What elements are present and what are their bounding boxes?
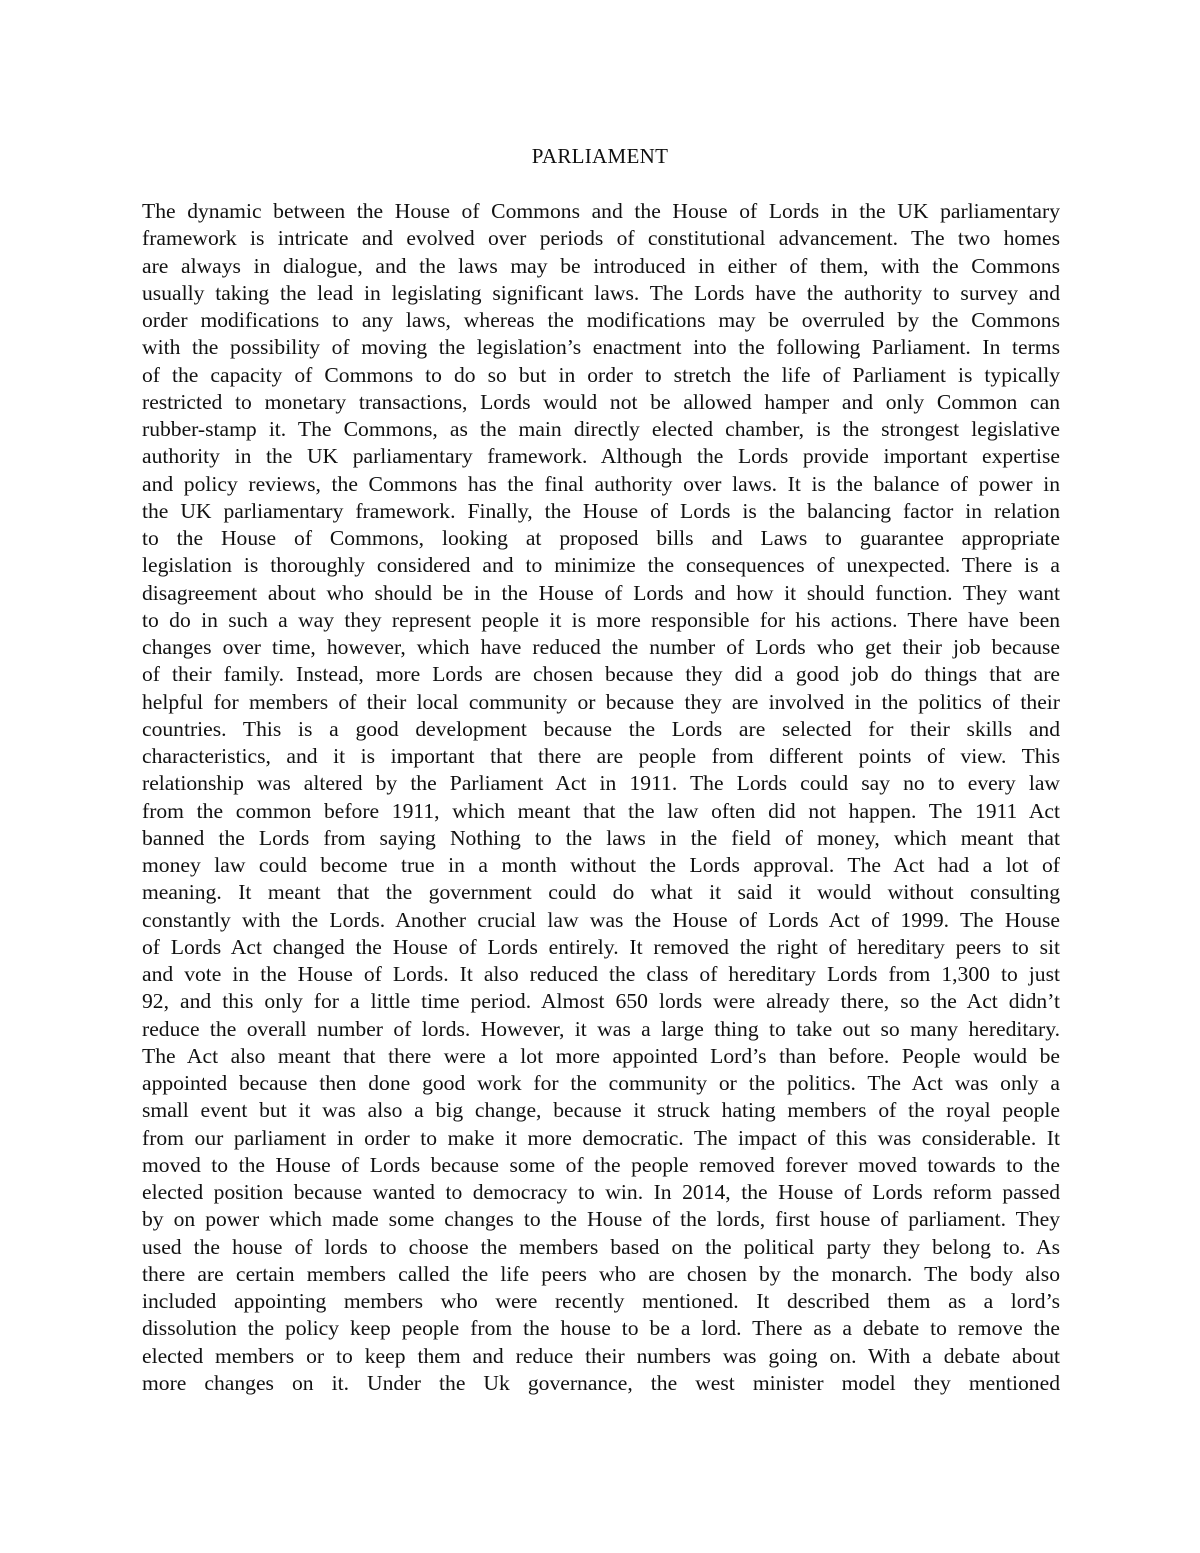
text-line: helpful for members of their local community or because they are involved in the politics of their xyxy=(142,689,1060,714)
text-line: constantly with the Lords. Another crucial law was the House of Lords Act of 1999. The House xyxy=(142,907,1060,932)
text-line: money law could become true in a month without the Lords approval. The Act had a lot of xyxy=(142,853,1060,877)
text-line: disagreement about who should be in the House of Lords and how it should function. They want xyxy=(142,580,1060,605)
text-line: elected position because wanted to democracy to win. In 2014, the House of Lords reform passed xyxy=(142,1180,1060,1204)
text-line: changes over time, however, which have reduced the number of Lords who get their job because xyxy=(142,635,1060,659)
text-line: legislation is thoroughly considered and to minimize the consequences of unexpected. There is a xyxy=(142,553,1060,578)
body-paragraph xyxy=(142,198,1060,1397)
text-line: The dynamic between the House of Commons and the House of Lords in the UK parliamentary xyxy=(142,199,1060,223)
text-line: more changes on it. Under the Uk governance, the west minister model they mentioned xyxy=(142,1370,1060,1395)
text-line: with the possibility of moving the legislation’s enactment into the following Parliament. In terms xyxy=(142,335,1060,360)
text-line: The Act also meant that there were a lot more appointed Lord’s than before. People would be xyxy=(142,1043,1060,1068)
text-line: 92, and this only for a little time period. Almost 650 lords were already there, so the Act didn’t xyxy=(142,989,1060,1014)
text-line: moved to the House of Lords because some of the people removed forever moved towards to the xyxy=(142,1152,1060,1177)
page-title: PARLIAMENT xyxy=(531,144,669,168)
text-line: framework is intricate and evolved over periods of constitutional advancement. The two homes xyxy=(142,226,1060,251)
text-line: appointed because then done good work for the community or the politics. The Act was only a xyxy=(142,1071,1060,1095)
text-line: restricted to monetary transactions, Lords would not be allowed hamper and only Common can xyxy=(142,389,1060,414)
text-line: reduce the overall number of lords. However, it was a large thing to take out so many hereditary. xyxy=(142,1016,1060,1041)
text-line: from our parliament in order to make it more democratic. The impact of this was considerable. It xyxy=(142,1125,1060,1150)
text-line: relationship was altered by the Parliament Act in 1911. The Lords could say no to every law xyxy=(142,771,1060,796)
text-line: countries. This is a good development because the Lords are selected for their skills and xyxy=(142,716,1060,741)
text-line: by on power which made some changes to the House of the lords, first house of parliament. They xyxy=(142,1207,1060,1232)
text-line: to do in such a way they represent people it is more responsible for his actions. There have been xyxy=(142,607,1060,632)
text-line: elected members or to keep them and reduce their numbers was going on. With a debate about xyxy=(142,1343,1060,1368)
text-line: meaning. It meant that the government could do what it said it would without consulting xyxy=(142,880,1060,905)
text-line: there are certain members called the life peers who are chosen by the monarch. The body also xyxy=(142,1261,1060,1286)
text-line: rubber-stamp it. The Commons, as the main directly elected chamber, is the strongest legislative xyxy=(142,417,1060,441)
text-line: to the House of Commons, looking at proposed bills and Laws to guarantee appropriate xyxy=(142,526,1060,550)
text-line: included appointing members who were recently mentioned. It described them as a lord’s xyxy=(142,1289,1060,1313)
text-line: are always in dialogue, and the laws may be introduced in either of them, with the Commons xyxy=(142,253,1060,278)
text-line: of the capacity of Commons to do so but in order to stretch the life of Parliament is typically xyxy=(142,362,1060,387)
text-line: and policy reviews, the Commons has the final authority over laws. It is the balance of power in xyxy=(142,471,1060,496)
text-line: order modifications to any laws, whereas the modifications may be overruled by the Commons xyxy=(142,308,1060,332)
text-line: banned the Lords from saying Nothing to the laws in the field of money, which meant that xyxy=(142,825,1060,850)
text-line: dissolution the policy keep people from the house to be a lord. There as a debate to remove the xyxy=(142,1316,1060,1341)
text-line: of their family. Instead, more Lords are chosen because they did a good job do things that are xyxy=(142,662,1060,687)
text-line: usually taking the lead in legislating significant laws. The Lords have the authority to survey and xyxy=(142,280,1060,305)
text-line: of Lords Act changed the House of Lords entirely. It removed the right of hereditary peers to sit xyxy=(142,934,1060,959)
text-line: and vote in the House of Lords. It also reduced the class of hereditary Lords from 1,300 to just xyxy=(142,962,1060,986)
text-line: used the house of lords to choose the members based on the political party they belong to. As xyxy=(142,1234,1060,1259)
text-line: authority in the UK parliamentary framework. Although the Lords provide important expertise xyxy=(142,444,1060,469)
text-line: from the common before 1911, which meant that the law often did not happen. The 1911 Act xyxy=(142,798,1060,823)
text-line: the UK parliamentary framework. Finally, the House of Lords is the balancing factor in relation xyxy=(142,498,1060,523)
text-line: small event but it was also a big change, because it struck hating members of the royal people xyxy=(142,1098,1060,1123)
text-line: characteristics, and it is important that there are people from different points of view. This xyxy=(142,744,1060,768)
